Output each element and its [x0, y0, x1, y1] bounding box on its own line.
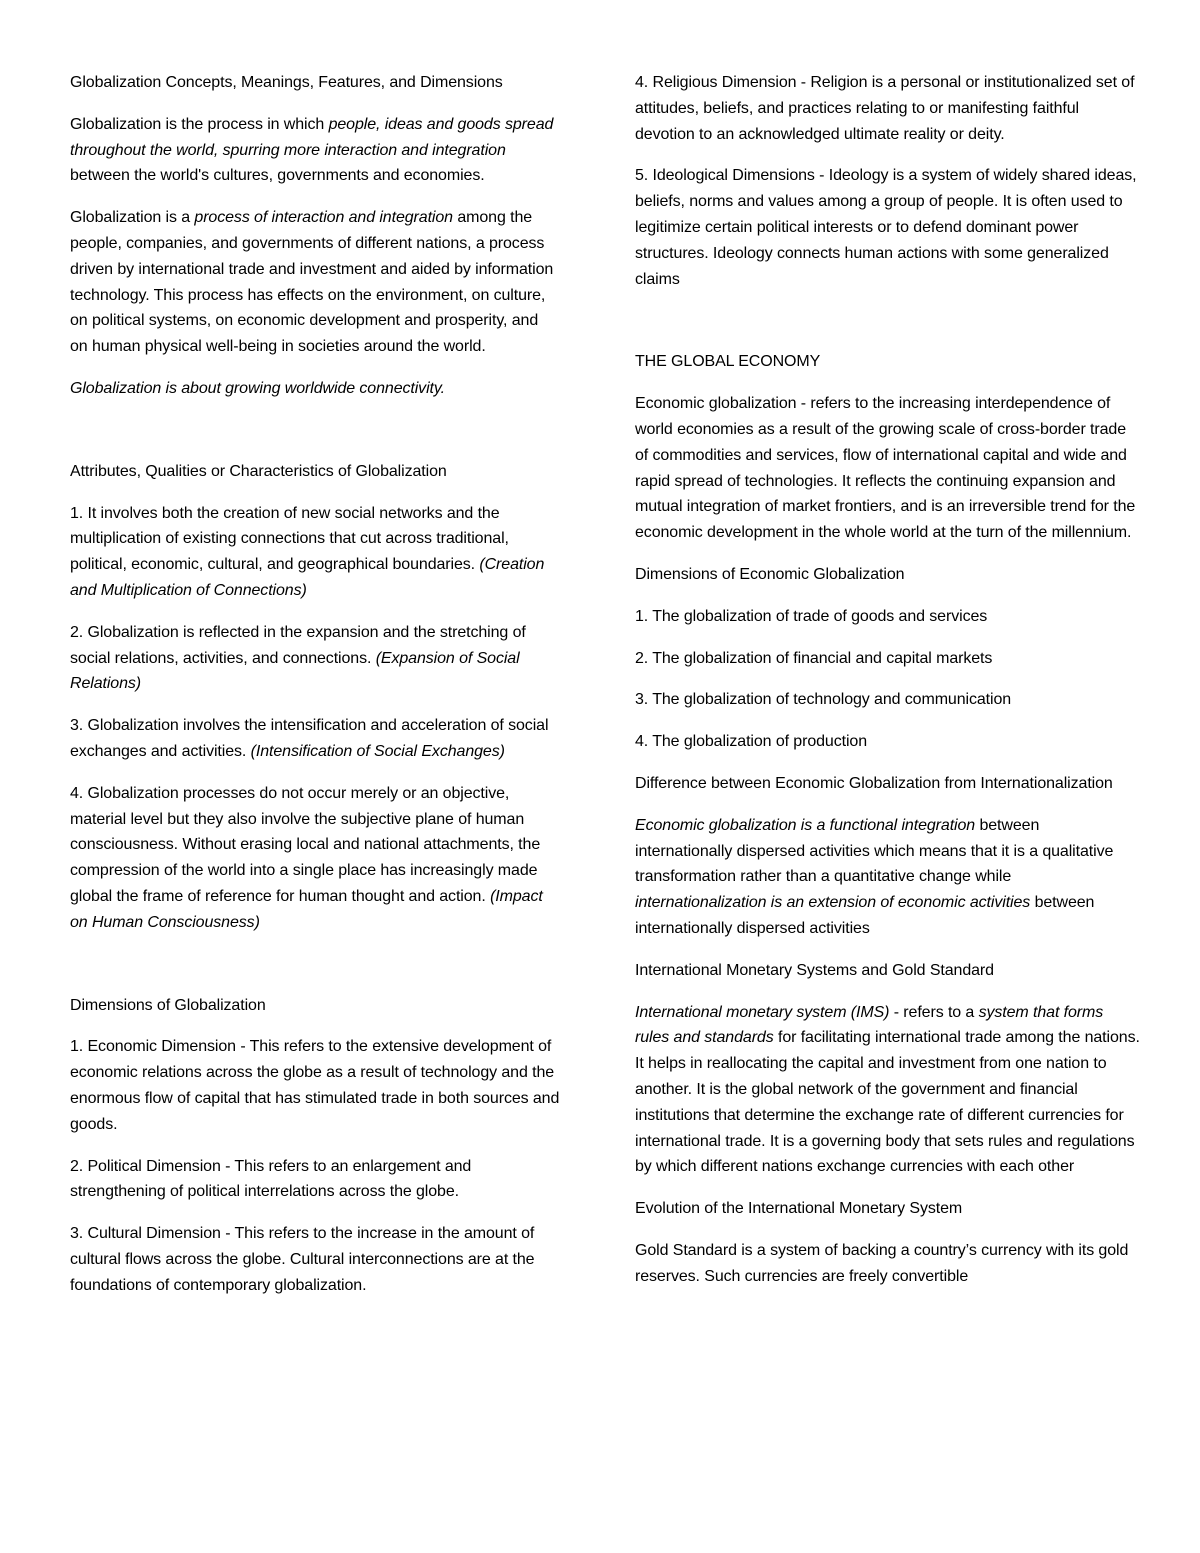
ims-emphasis-2: system that forms rules and standards — [635, 1003, 1104, 1047]
attribute-item-2 — [70, 620, 560, 697]
def2-text: Globalization is a — [70, 209, 195, 227]
dimensions-heading: Dimensions of Globalization — [70, 996, 266, 1014]
dimension-item-political: 2. Political Dimension - This refers to an enlargement and strengthening of political interrelations across the globe. — [70, 1157, 472, 1201]
difference-heading: Difference between Economic Globalization from Internationalization — [635, 774, 1113, 792]
attribute-text: 1. It involves both the creation of new social networks and the multiplication of existing connections that cut across traditional, political, economic, cultural, and geographical boundaries. — [70, 504, 509, 574]
attribute-tag: (Impact on Human Consciousness) — [70, 887, 543, 931]
dimension-item-religious: 4. Religious Dimension - Religion is a personal or institutionalized set of attitudes, beliefs, and practices relating to or manifesting faithful devotion to an acknowledged ultimate reality or deity. — [635, 74, 1135, 143]
dimension-item-economic: 1. Economic Dimension - This refers to the extensive development of economic relations across the globe as a result of technology and the enormous flow of capital that has stimulated trade in both sources and goods. — [70, 1038, 560, 1133]
evolution-heading: Evolution of the International Monetary System — [635, 1200, 963, 1218]
document-title: Globalization Concepts, Meanings, Features, and Dimensions — [70, 74, 503, 91]
dimension-item-cultural: 3. Cultural Dimension - This refers to the increase in the amount of cultural flows across the globe. Cultural interconnections are at the foundations of contemporary globalization. — [70, 1225, 535, 1294]
econ-dimension-item-3: 3. The globalization of technology and communication — [635, 691, 1012, 709]
attribute-tag: (Expansion of Social Relations) — [70, 649, 520, 693]
attribute-item-3 — [70, 713, 560, 765]
ims-heading: International Monetary Systems and Gold Standard — [635, 961, 994, 979]
ims-emphasis-1: International monetary system (IMS) — [635, 1003, 890, 1021]
dimension-item-ideological: 5. Ideological Dimensions - Ideology is a system of widely shared ideas, beliefs, norms and values among a group of people. It is often used to legitimize certain political interests or to defend dominant power structures. Ideology connects human actions with some generalized claims — [635, 167, 1137, 288]
econ-dimension-item-2: 2. The globalization of financial and capital markets — [635, 649, 993, 667]
economic-globalization-definition: Economic globalization - refers to the increasing interdependence of world economies as a result of the growing scale of cross-border trade of commodities and services, flow of international capital and wide and rapid spread of technologies. It reflects the continuing expansion and mutual integration of market frontiers, and is an irreversible trend for the economic development in the whole world at the turn of the millennium. — [635, 395, 1136, 542]
attributes-heading: Attributes, Qualities or Characteristics of Globalization — [70, 462, 447, 480]
def2-emphasis: process of interaction and integration — [194, 209, 453, 227]
attribute-item-4 — [70, 781, 560, 936]
section-spacer — [635, 308, 1140, 349]
section-spacer — [70, 418, 560, 459]
ims-text-2: for facilitating international trade among the nations. It helps in reallocating the capital and investment from one nation to another. It is the global network of the government and financial institutions that determine the exchange rate of different currencies for international trade. It is a governing body that sets rules and regulations by which different nations exchange currencies with each other — [635, 1029, 1140, 1176]
attribute-item-1 — [70, 501, 560, 604]
gold-standard-paragraph: Gold Standard is a system of backing a country’s currency with its gold reserves. Such currencies are freely convertible — [635, 1241, 1129, 1285]
def1-text: Globalization is the process in which — [70, 115, 329, 133]
econ-dimension-item-1: 1. The globalization of trade of goods and services — [635, 607, 988, 625]
left-column — [70, 70, 560, 1314]
difference-text-1: between internationally dispersed activities which means that it is a qualitative transformation rather than a quantitative change while — [635, 816, 1114, 886]
def1-emphasis: people, ideas and goods spread throughout the world, spurring more interaction and integration — [70, 115, 554, 159]
def2-text-end: among the people, companies, and governments of different nations, a process driven by international trade and investment and aided by information technology. This process has effects on the environment, on culture, on political systems, on economic development and prosperity, and on human physical well-being in societies around the world. — [70, 209, 554, 356]
attribute-text: 4. Globalization processes do not occur merely or an objective, material level but they also involve the subjective plane of human consciousness. Without erasing local and national attachments, the compression of the world into a single place has increasingly made global the frame of reference for human thought and action. — [70, 784, 541, 905]
attribute-text: 2. Globalization is reflected in the expansion and the stretching of social relations, activities, and connections. — [70, 623, 526, 667]
econ-dimensions-heading: Dimensions of Economic Globalization — [635, 565, 905, 583]
globalization-definition-1 — [70, 112, 560, 189]
attribute-tag: (Creation and Multiplication of Connections) — [70, 556, 545, 599]
global-economy-heading: THE GLOBAL ECONOMY — [635, 353, 821, 371]
def1-text-end: between the world's cultures, governments and economies. — [70, 167, 485, 185]
difference-emphasis-2: internationalization is an extension of economic activities — [635, 894, 1031, 912]
globalization-definition-2 — [70, 205, 560, 360]
right-column — [635, 70, 1140, 1305]
difference-emphasis-1: Economic globalization is a functional integration — [635, 816, 976, 834]
globalization-definition-3 — [70, 376, 560, 402]
def3-emphasis: Globalization is about growing worldwide connectivity. — [70, 379, 445, 397]
difference-text-2: between internationally dispersed activities — [635, 894, 1095, 937]
ims-paragraph — [635, 1000, 1140, 1181]
section-spacer — [70, 952, 560, 993]
attribute-text: 3. Globalization involves the intensification and acceleration of social exchanges and activities. — [70, 717, 549, 760]
attribute-tag: (Intensification of Social Exchanges) — [250, 742, 505, 760]
difference-paragraph — [635, 813, 1140, 942]
econ-dimension-item-4: 4. The globalization of production — [635, 733, 868, 751]
ims-text-1: - refers to a — [889, 1003, 979, 1021]
